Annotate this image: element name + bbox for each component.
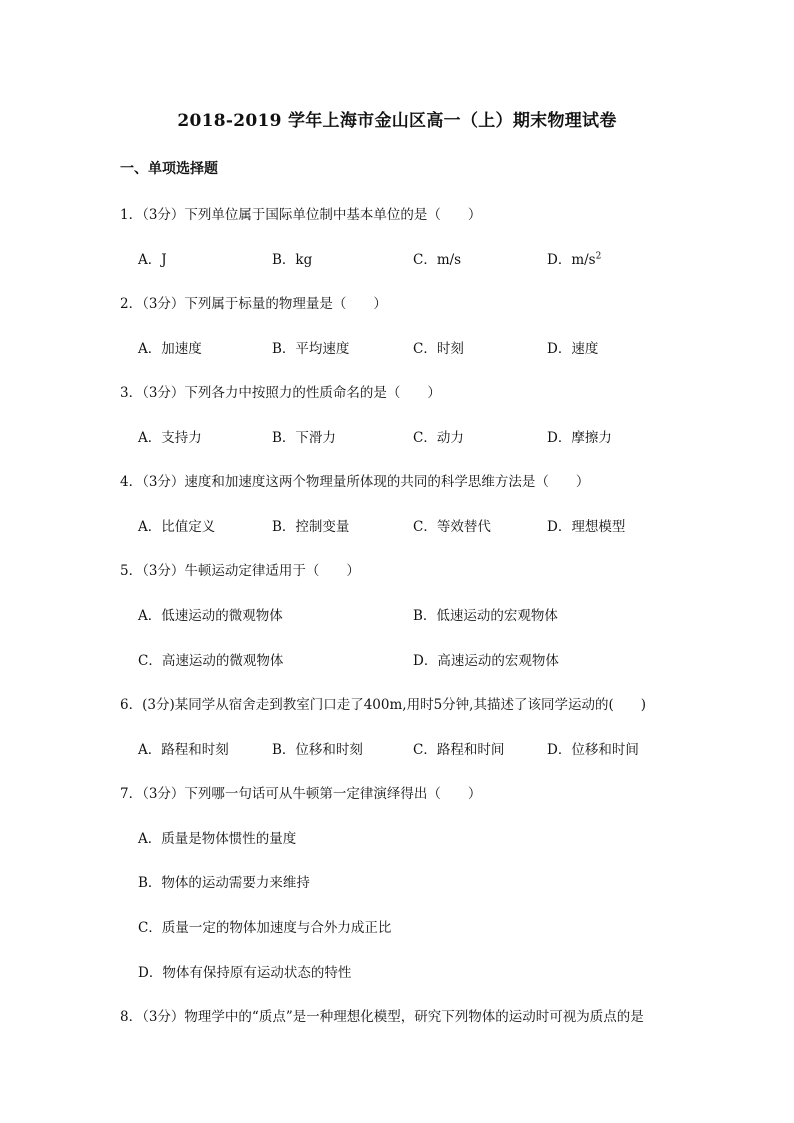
question-4-option-a: A．比值定义 (138, 519, 216, 535)
question-5-option-b: B．低速运动的宏观物体 (413, 608, 558, 624)
question-4-stem: 4．（3分）速度和加速度这两个物理量所体现的共同的科学思维方法是（ ） (120, 474, 590, 490)
question-5-option-d: D．高速运动的宏观物体 (413, 653, 559, 669)
question-6-option-d: D．位移和时间 (547, 742, 639, 758)
question-1-option-a: A．J (138, 252, 167, 268)
question-4-option-b: B．控制变量 (272, 519, 350, 535)
question-7-option-b: B．物体的运动需要力来维持 (138, 875, 310, 891)
question-3-option-c: C．动力 (413, 430, 464, 446)
question-6-option-a: A．路程和时刻 (138, 742, 229, 758)
question-6-option-c: C．路程和时间 (413, 742, 505, 758)
question-6-option-b: B．位移和时刻 (272, 742, 363, 758)
question-2-option-b: B．平均速度 (272, 341, 350, 357)
question-3-option-a: A．支持力 (138, 430, 202, 446)
question-5-stem: 5．（3分）牛顿运动定律适用于（ ） (120, 563, 360, 579)
superscript-2: 2 (595, 251, 602, 262)
question-7-option-a: A．质量是物体惯性的量度 (138, 831, 297, 847)
question-3-option-d: D．摩擦力 (547, 430, 612, 446)
question-4-option-d: D．理想模型 (547, 519, 626, 535)
question-2-option-d: D．速度 (547, 341, 599, 357)
question-1-option-d (547, 248, 601, 268)
question-4-option-c: C．等效替代 (413, 519, 491, 535)
exam-title: 2018-2019 学年上海市金山区高一（上）期末物理试卷 (177, 111, 617, 131)
question-1-option-c: C．m/s (413, 252, 462, 268)
question-3-option-b: B．下滑力 (272, 430, 336, 446)
question-7-option-d: D．物体有保持原有运动状态的特性 (138, 965, 352, 981)
question-5-option-a: A．低速运动的微观物体 (138, 608, 283, 624)
question-7-option-c: C．质量一定的物体加速度与合外力成正比 (138, 920, 392, 936)
question-2-option-c: C．时刻 (413, 341, 464, 357)
question-2-stem: 2．（3分）下列属于标量的物理量是（ ） (120, 296, 387, 312)
question-5-option-c: C．高速运动的微观物体 (138, 653, 284, 669)
question-3-stem: 3．（3分）下列各力中按照力的性质命名的是（ ） (120, 385, 441, 401)
question-1-option-d-text: D．m/s (547, 252, 596, 268)
question-8-stem: 8．（3分）物理学中的“质点”是一种理想化模型，研究下列物体的运动时可视为质点的是 (120, 1009, 644, 1025)
question-7-stem: 7．（3分）下列哪一句话可从牛顿第一定律演绎得出（ ） (120, 786, 482, 802)
question-2-option-a: A．加速度 (138, 341, 202, 357)
question-1-option-b: B．kg (272, 252, 313, 268)
section-heading: 一、单项选择题 (120, 161, 218, 177)
question-1-stem: 1．（3分）下列单位属于国际单位制中基本单位的是（ ） (120, 207, 482, 223)
question-6-stem: 6．(3分)某同学从宿舍走到教室门口走了400m,用时5分钟,其描述了该同学运动的( ) (120, 697, 646, 713)
